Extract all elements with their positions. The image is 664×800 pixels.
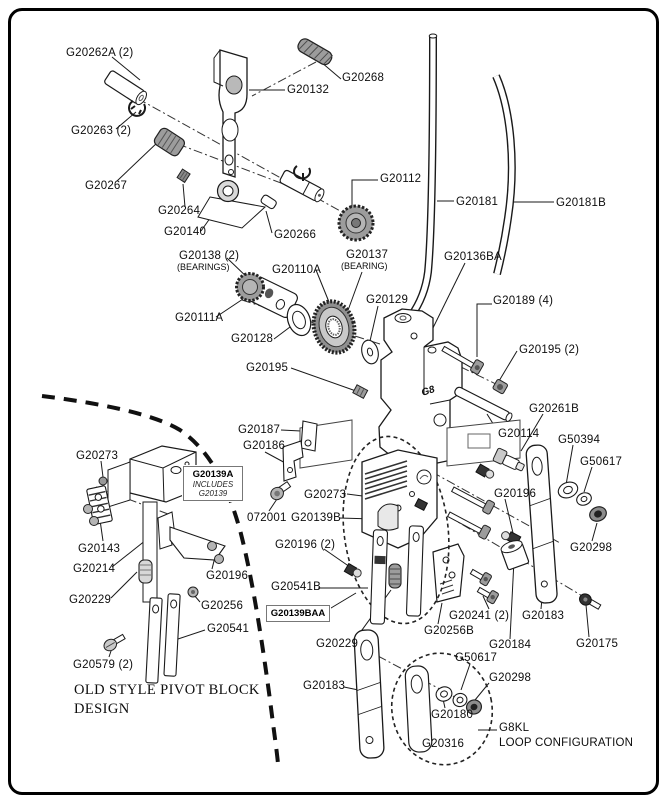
part-label-g20189-4-18: G20189 (4) xyxy=(493,295,554,307)
part-label-g20268-1: G20268 xyxy=(342,72,385,84)
part-label-g20256b-45: G20256B xyxy=(424,625,474,637)
casting-stamp-g8: G8 xyxy=(420,384,437,399)
part-label-g20183-52: G20183 xyxy=(303,680,346,692)
part-label-g20110a-15: G20110A xyxy=(272,264,322,276)
part-label-g20261b-23: G20261B xyxy=(529,403,579,415)
part-label-g20264-8: G20264 xyxy=(158,205,201,217)
part-label-g20579-2-50: G20579 (2) xyxy=(73,659,134,671)
part-label-g20273-30: G20273 xyxy=(304,489,347,501)
part-label-g20140-9: G20140 xyxy=(164,226,207,238)
part-label-g20214-37: G20214 xyxy=(73,563,116,575)
part-label-g50617-49: G50617 xyxy=(455,652,498,664)
callout-box-g20139a xyxy=(183,466,243,501)
part-label-g20128-20: G20128 xyxy=(231,333,274,345)
part-label-g20229-46: G20229 xyxy=(316,638,359,650)
callout-g20139a-title: G20139A xyxy=(192,469,234,480)
part-label-g20241-2-42: G20241 (2) xyxy=(449,610,510,622)
part-label-g20196-2-35: G20196 (2) xyxy=(275,539,336,551)
part-label-g20143-34: G20143 xyxy=(78,543,121,555)
part-label-design-58: DESIGN xyxy=(74,701,130,717)
part-label-g20137-13: G20137 xyxy=(346,249,389,261)
part-label-g20541b-39: G20541B xyxy=(271,581,321,593)
part-label-g20180-53: G20180 xyxy=(431,709,474,721)
part-label-g20175-48: G20175 xyxy=(576,638,619,650)
callout-g20139a-subpart: G20139 xyxy=(198,489,228,498)
part-label-g20111a-19: G20111A xyxy=(175,312,224,324)
part-label-g20138-2-11: G20138 (2) xyxy=(179,250,240,262)
part-label-g20316-54: G20316 xyxy=(422,738,465,750)
part-label-g20263-2-3: G20263 (2) xyxy=(71,125,132,137)
part-label-g20196-38: G20196 xyxy=(206,570,249,582)
callout-box-g20139baa xyxy=(266,605,330,622)
part-label-g20298-36: G20298 xyxy=(570,542,613,554)
part-label-g50617-29: G50617 xyxy=(580,456,623,468)
part-label-g20187-24: G20187 xyxy=(238,424,281,436)
part-label-g20267-5: G20267 xyxy=(85,180,128,192)
part-label-g20256-41: G20256 xyxy=(201,600,244,612)
part-label-g20139b-32: G20139B xyxy=(291,512,341,524)
part-label-g20132-2: G20132 xyxy=(287,84,330,96)
part-label-g20181b-7: G20181B xyxy=(556,197,606,209)
part-label-g50394-27: G50394 xyxy=(558,434,601,446)
part-label-g20273-28: G20273 xyxy=(76,450,119,462)
part-label-g20266-10: G20266 xyxy=(274,229,317,241)
part-label-g20195-2-21: G20195 (2) xyxy=(519,344,580,356)
part-label-bearing-14: (BEARING) xyxy=(341,261,388,271)
part-label-g20129-17: G20129 xyxy=(366,294,409,306)
part-label-g8kl-55: G8KL xyxy=(499,722,530,734)
part-label-g20298-51: G20298 xyxy=(489,672,532,684)
part-label-g20114-25: G20114 xyxy=(498,428,540,440)
part-label-bearings-12: (BEARINGS) xyxy=(177,262,230,272)
part-label-g20229-40: G20229 xyxy=(69,594,112,606)
part-label-g20541-44: G20541 xyxy=(207,623,250,635)
part-label-g20136ba-16: G20136BA xyxy=(444,251,502,263)
callout-g20139a-includes: INCLUDES xyxy=(192,480,234,489)
part-label-g20184-47: G20184 xyxy=(489,639,532,651)
part-label-g20186-26: G20186 xyxy=(243,440,286,452)
callout-g20139baa-title: G20139BAA xyxy=(270,608,326,619)
part-label-loop-configuration-56: LOOP CONFIGURATION xyxy=(499,737,634,749)
part-label-g20262a-2-0: G20262A (2) xyxy=(66,47,134,59)
part-label-old-style-pivot-block-57: OLD STYLE PIVOT BLOCK xyxy=(74,682,260,698)
part-label-g20181-6: G20181 xyxy=(456,196,499,208)
part-label-g20196-33: G20196 xyxy=(494,488,537,500)
part-label-g20112-4: G20112 xyxy=(380,173,422,185)
part-label-g20195-22: G20195 xyxy=(246,362,289,374)
part-label-072001-31: 072001 xyxy=(247,512,287,524)
part-label-g20183-43: G20183 xyxy=(522,610,565,622)
